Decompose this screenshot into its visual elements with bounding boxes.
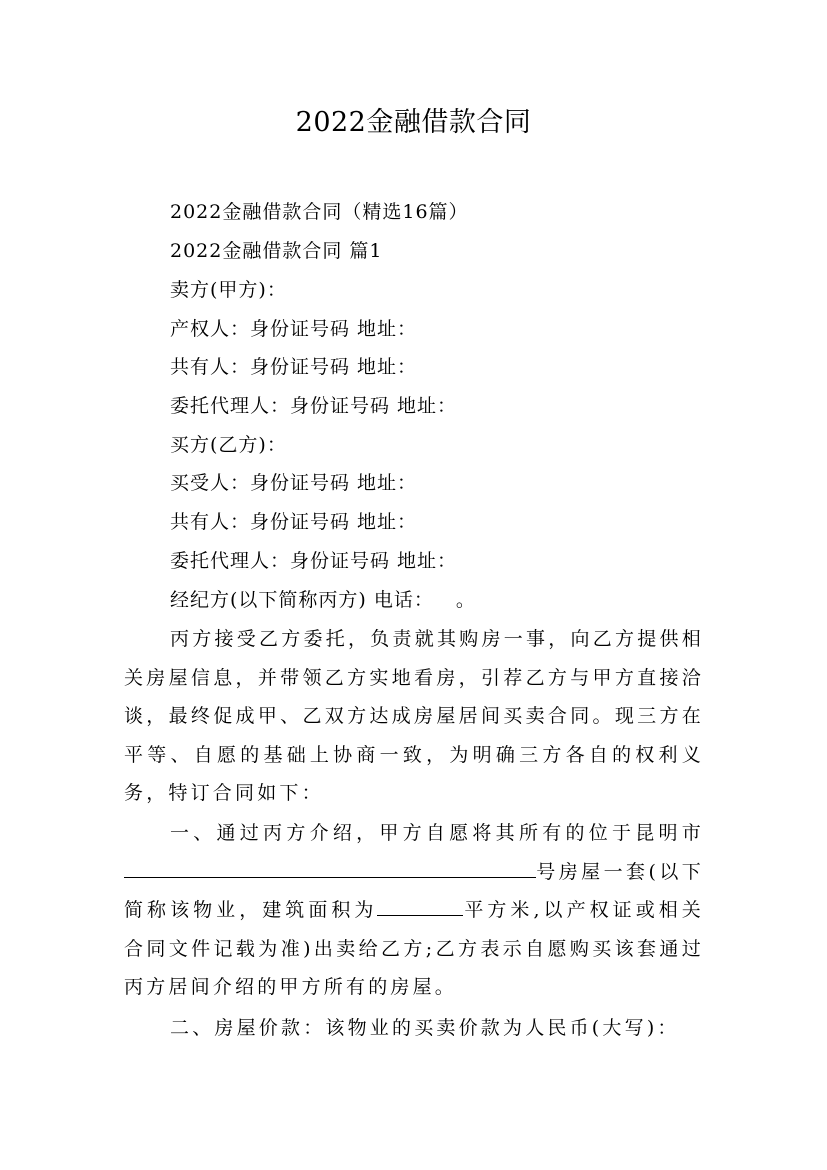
section-heading: 2022金融借款合同 篇1 [170, 240, 383, 262]
clause-2-paragraph: 二、房屋价款：该物业的买卖价款为人民币(大写)： [170, 1017, 680, 1039]
broker-line-end: 。 [455, 589, 476, 611]
document-title: 2022金融借款合同 [295, 107, 532, 138]
clause-1-paragraph [124, 814, 704, 1007]
seller-co-owner-line: 共有人：身份证号码 地址： [170, 356, 418, 378]
intro-paragraph: 丙方接受乙方委托，负责就其购房一事，向乙方提供相关房屋信息，并带领乙方实地看房，引荐乙方与甲方直接洽谈，最终促成甲、乙双方达成房屋居间买卖合同。现三方在平等、自愿的基础上协商一致，为明确三方各自的权利义务，特订合同如下： [124, 628, 704, 804]
broker-line [170, 586, 476, 614]
seller-agent-line: 委托代理人：身份证号码 地址： [170, 395, 458, 417]
buyer-heading: 买方(乙方)： [170, 434, 287, 456]
area-blank [377, 895, 463, 916]
buyer-agent-line: 委托代理人：身份证号码 地址： [170, 550, 458, 572]
clause-1-part-1: 一、通过丙方介绍，甲方自愿将其所有的位于昆明市 [170, 822, 704, 844]
buyer-purchaser-line: 买受人：身份证号码 地址： [170, 472, 418, 494]
address-blank [124, 857, 536, 878]
clause-1-part-3: 平方米,以产权证或相关合同文件记载为准)出卖给乙方;乙方表示自愿购买该套通过丙方居间介绍的甲方所有的房屋。 [124, 899, 704, 998]
broker-line-text: 经纪方(以下简称丙方) 电话： [170, 589, 434, 611]
seller-owner-line: 产权人：身份证号码 地址： [170, 318, 418, 340]
seller-heading: 卖方(甲方)： [170, 279, 287, 301]
buyer-co-owner-line: 共有人：身份证号码 地址： [170, 511, 418, 533]
document-subtitle: 2022金融借款合同（精选16篇） [170, 201, 469, 223]
clause-1-part-2: 号房屋一套(以下简称该物业，建筑面积为 [124, 860, 704, 921]
